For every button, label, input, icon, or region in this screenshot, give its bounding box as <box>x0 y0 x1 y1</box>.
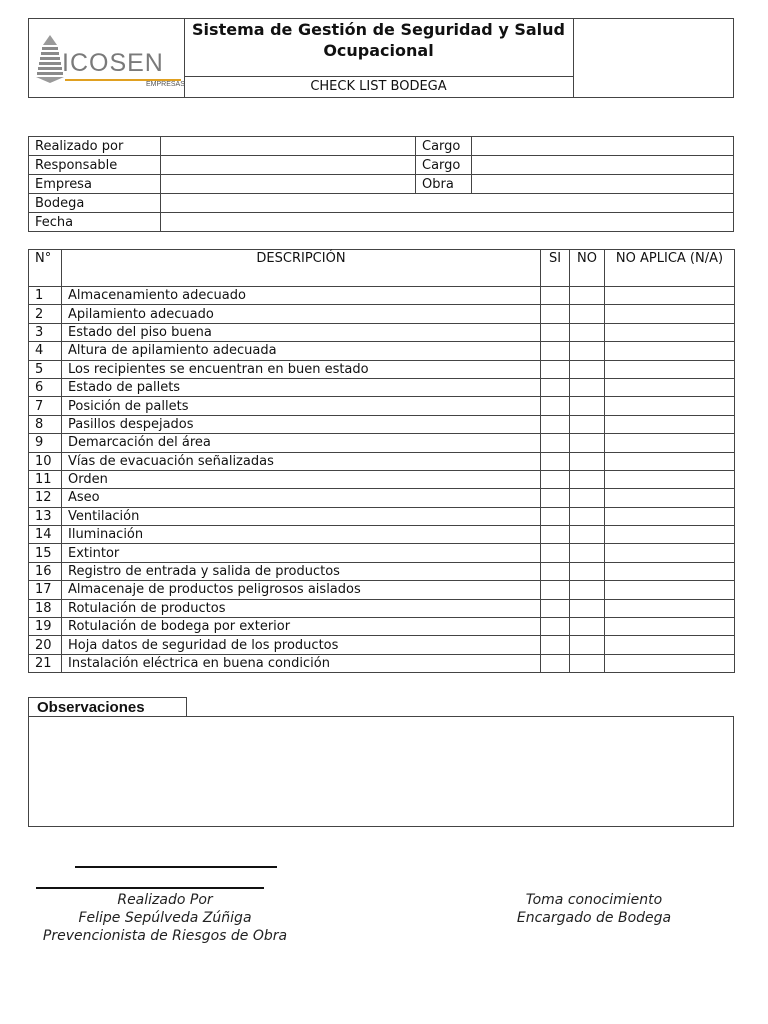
item-description: Apilamiento adecuado <box>62 305 541 323</box>
logo-text: ICOSEN <box>62 49 164 77</box>
item-si-cell[interactable] <box>541 323 570 341</box>
item-si-cell[interactable] <box>541 507 570 525</box>
label-responsable: Responsable <box>29 156 161 175</box>
checklist-row <box>29 636 735 654</box>
item-number: 7 <box>29 397 62 415</box>
checklist-row <box>29 397 735 415</box>
item-na-cell[interactable] <box>605 378 735 396</box>
item-si-cell[interactable] <box>541 562 570 580</box>
header-descripcion: DESCRIPCIÓN <box>62 250 541 287</box>
item-no-cell[interactable] <box>570 470 605 488</box>
item-number: 1 <box>29 287 62 305</box>
item-description: Extintor <box>62 544 541 562</box>
item-no-cell[interactable] <box>570 360 605 378</box>
item-no-cell[interactable] <box>570 599 605 617</box>
item-number: 6 <box>29 378 62 396</box>
item-si-cell[interactable] <box>541 360 570 378</box>
field-cargo[interactable] <box>472 137 734 156</box>
item-number: 16 <box>29 562 62 580</box>
signature-left-name: Felipe Sepúlveda Zúñiga <box>78 910 252 926</box>
field-realizado-por[interactable] <box>161 137 416 156</box>
label-obra: Obra <box>416 175 472 194</box>
item-na-cell[interactable] <box>605 489 735 507</box>
document-subtitle: CHECK LIST BODEGA <box>184 77 574 97</box>
header-no-aplica: NO APLICA (N/A) <box>605 250 735 287</box>
item-no-cell[interactable] <box>570 636 605 654</box>
item-description: Almacenamiento adecuado <box>62 287 541 305</box>
item-description: Vías de evacuación señalizadas <box>62 452 541 470</box>
signature-right-role: Toma conocimiento <box>525 892 663 908</box>
item-number: 13 <box>29 507 62 525</box>
item-si-cell[interactable] <box>541 544 570 562</box>
item-no-cell[interactable] <box>570 581 605 599</box>
item-na-cell[interactable] <box>605 305 735 323</box>
item-na-cell[interactable] <box>605 654 735 672</box>
item-description: Iluminación <box>62 526 541 544</box>
item-na-cell[interactable] <box>605 581 735 599</box>
checklist-row <box>29 470 735 488</box>
item-number: 20 <box>29 636 62 654</box>
item-number: 17 <box>29 581 62 599</box>
checklist-row <box>29 562 735 580</box>
signature-line <box>75 866 277 868</box>
signature-left-role: Realizado Por <box>117 892 213 908</box>
item-na-cell[interactable] <box>605 544 735 562</box>
document-title: Sistema de Gestión de Seguridad y Salud Ocupacional <box>184 19 574 77</box>
item-number: 12 <box>29 489 62 507</box>
field-obra[interactable] <box>472 175 734 194</box>
field-bodega[interactable] <box>161 194 734 213</box>
item-si-cell[interactable] <box>541 415 570 433</box>
item-number: 5 <box>29 360 62 378</box>
item-number: 18 <box>29 599 62 617</box>
item-no-cell[interactable] <box>570 452 605 470</box>
item-description: Estado de pallets <box>62 378 541 396</box>
item-number: 2 <box>29 305 62 323</box>
label-realizado-por: Realizado por <box>29 137 161 156</box>
item-si-cell[interactable] <box>541 452 570 470</box>
info-table <box>28 136 734 232</box>
item-no-cell[interactable] <box>570 544 605 562</box>
header-si: SI <box>541 250 570 287</box>
item-si-cell[interactable] <box>541 342 570 360</box>
item-si-cell[interactable] <box>541 397 570 415</box>
item-no-cell[interactable] <box>570 287 605 305</box>
item-description: Hoja datos de seguridad de los productos <box>62 636 541 654</box>
item-si-cell[interactable] <box>541 526 570 544</box>
item-si-cell[interactable] <box>541 434 570 452</box>
checklist-row <box>29 618 735 636</box>
header-number: N° <box>29 250 62 287</box>
item-na-cell[interactable] <box>605 287 735 305</box>
item-no-cell[interactable] <box>570 378 605 396</box>
item-si-cell[interactable] <box>541 581 570 599</box>
observaciones-label: Observaciones <box>28 697 187 717</box>
checklist-row <box>29 544 735 562</box>
item-na-cell[interactable] <box>605 397 735 415</box>
checklist-row <box>29 434 735 452</box>
checklist-row <box>29 599 735 617</box>
checklist-row <box>29 526 735 544</box>
item-description: Rotulación de bodega por exterior <box>62 618 541 636</box>
item-si-cell[interactable] <box>541 305 570 323</box>
item-na-cell[interactable] <box>605 599 735 617</box>
company-logo-icon <box>35 33 65 85</box>
item-si-cell[interactable] <box>541 378 570 396</box>
field-cargo[interactable] <box>472 156 734 175</box>
item-no-cell[interactable] <box>570 526 605 544</box>
checklist-table <box>28 249 735 673</box>
item-number: 21 <box>29 654 62 672</box>
field-responsable[interactable] <box>161 156 416 175</box>
item-number: 9 <box>29 434 62 452</box>
item-si-cell[interactable] <box>541 618 570 636</box>
item-na-cell[interactable] <box>605 342 735 360</box>
item-no-cell[interactable] <box>570 618 605 636</box>
signature-line <box>36 887 264 889</box>
checklist-row <box>29 360 735 378</box>
label-fecha: Fecha <box>29 213 161 232</box>
item-si-cell[interactable] <box>541 636 570 654</box>
label-bodega: Bodega <box>29 194 161 213</box>
item-no-cell[interactable] <box>570 323 605 341</box>
item-description: Posición de pallets <box>62 397 541 415</box>
item-description: Registro de entrada y salida de productos <box>62 562 541 580</box>
item-number: 4 <box>29 342 62 360</box>
checklist-row <box>29 415 735 433</box>
checklist-row <box>29 323 735 341</box>
item-number: 8 <box>29 415 62 433</box>
label-empresa: Empresa <box>29 175 161 194</box>
checklist-row <box>29 378 735 396</box>
item-no-cell[interactable] <box>570 415 605 433</box>
item-si-cell[interactable] <box>541 489 570 507</box>
item-number: 3 <box>29 323 62 341</box>
checklist-row <box>29 507 735 525</box>
item-na-cell[interactable] <box>605 360 735 378</box>
item-no-cell[interactable] <box>570 434 605 452</box>
field-empresa[interactable] <box>161 175 416 194</box>
checklist-row <box>29 287 735 305</box>
item-na-cell[interactable] <box>605 434 735 452</box>
item-description: Pasillos despejados <box>62 415 541 433</box>
item-description: Estado del piso buena <box>62 323 541 341</box>
label-cargo: Cargo <box>416 156 472 175</box>
signature-left <box>30 891 300 945</box>
item-no-cell[interactable] <box>570 397 605 415</box>
item-na-cell[interactable] <box>605 415 735 433</box>
checklist-row <box>29 452 735 470</box>
item-description: Almacenaje de productos peligrosos aislados <box>62 581 541 599</box>
item-na-cell[interactable] <box>605 618 735 636</box>
logo-cell <box>29 19 185 97</box>
item-na-cell[interactable] <box>605 470 735 488</box>
item-number: 14 <box>29 526 62 544</box>
item-description: Aseo <box>62 489 541 507</box>
item-no-cell[interactable] <box>570 654 605 672</box>
item-no-cell[interactable] <box>570 342 605 360</box>
item-number: 19 <box>29 618 62 636</box>
item-na-cell[interactable] <box>605 507 735 525</box>
observaciones-field[interactable] <box>28 716 734 827</box>
item-na-cell[interactable] <box>605 636 735 654</box>
item-description: Instalación eléctrica en buena condición <box>62 654 541 672</box>
item-na-cell[interactable] <box>605 452 735 470</box>
item-number: 11 <box>29 470 62 488</box>
field-fecha[interactable] <box>161 213 734 232</box>
item-si-cell[interactable] <box>541 599 570 617</box>
item-number: 15 <box>29 544 62 562</box>
item-description: Orden <box>62 470 541 488</box>
item-na-cell[interactable] <box>605 526 735 544</box>
item-si-cell[interactable] <box>541 287 570 305</box>
item-description: Rotulación de productos <box>62 599 541 617</box>
item-description: Altura de apilamiento adecuada <box>62 342 541 360</box>
signature-right-position: Encargado de Bodega <box>516 910 672 926</box>
checklist-row <box>29 489 735 507</box>
checklist-row <box>29 654 735 672</box>
signature-right <box>480 891 708 927</box>
item-no-cell[interactable] <box>570 562 605 580</box>
item-description: Demarcación del área <box>62 434 541 452</box>
item-na-cell[interactable] <box>605 562 735 580</box>
checklist-header-row <box>29 250 735 287</box>
signature-left-position: Prevencionista de Riesgos de Obra <box>42 928 288 944</box>
item-na-cell[interactable] <box>605 323 735 341</box>
item-no-cell[interactable] <box>570 489 605 507</box>
item-si-cell[interactable] <box>541 470 570 488</box>
item-no-cell[interactable] <box>570 507 605 525</box>
item-si-cell[interactable] <box>541 654 570 672</box>
header-no: NO <box>570 250 605 287</box>
item-description: Ventilación <box>62 507 541 525</box>
checklist-row <box>29 581 735 599</box>
checklist-row <box>29 342 735 360</box>
checklist-row <box>29 305 735 323</box>
document-header <box>28 18 734 98</box>
item-no-cell[interactable] <box>570 305 605 323</box>
item-number: 10 <box>29 452 62 470</box>
logo-subtext: EMPRESAS <box>146 81 185 88</box>
label-cargo: Cargo <box>416 137 472 156</box>
item-description: Los recipientes se encuentran en buen estado <box>62 360 541 378</box>
header-blank-cell <box>574 19 733 97</box>
